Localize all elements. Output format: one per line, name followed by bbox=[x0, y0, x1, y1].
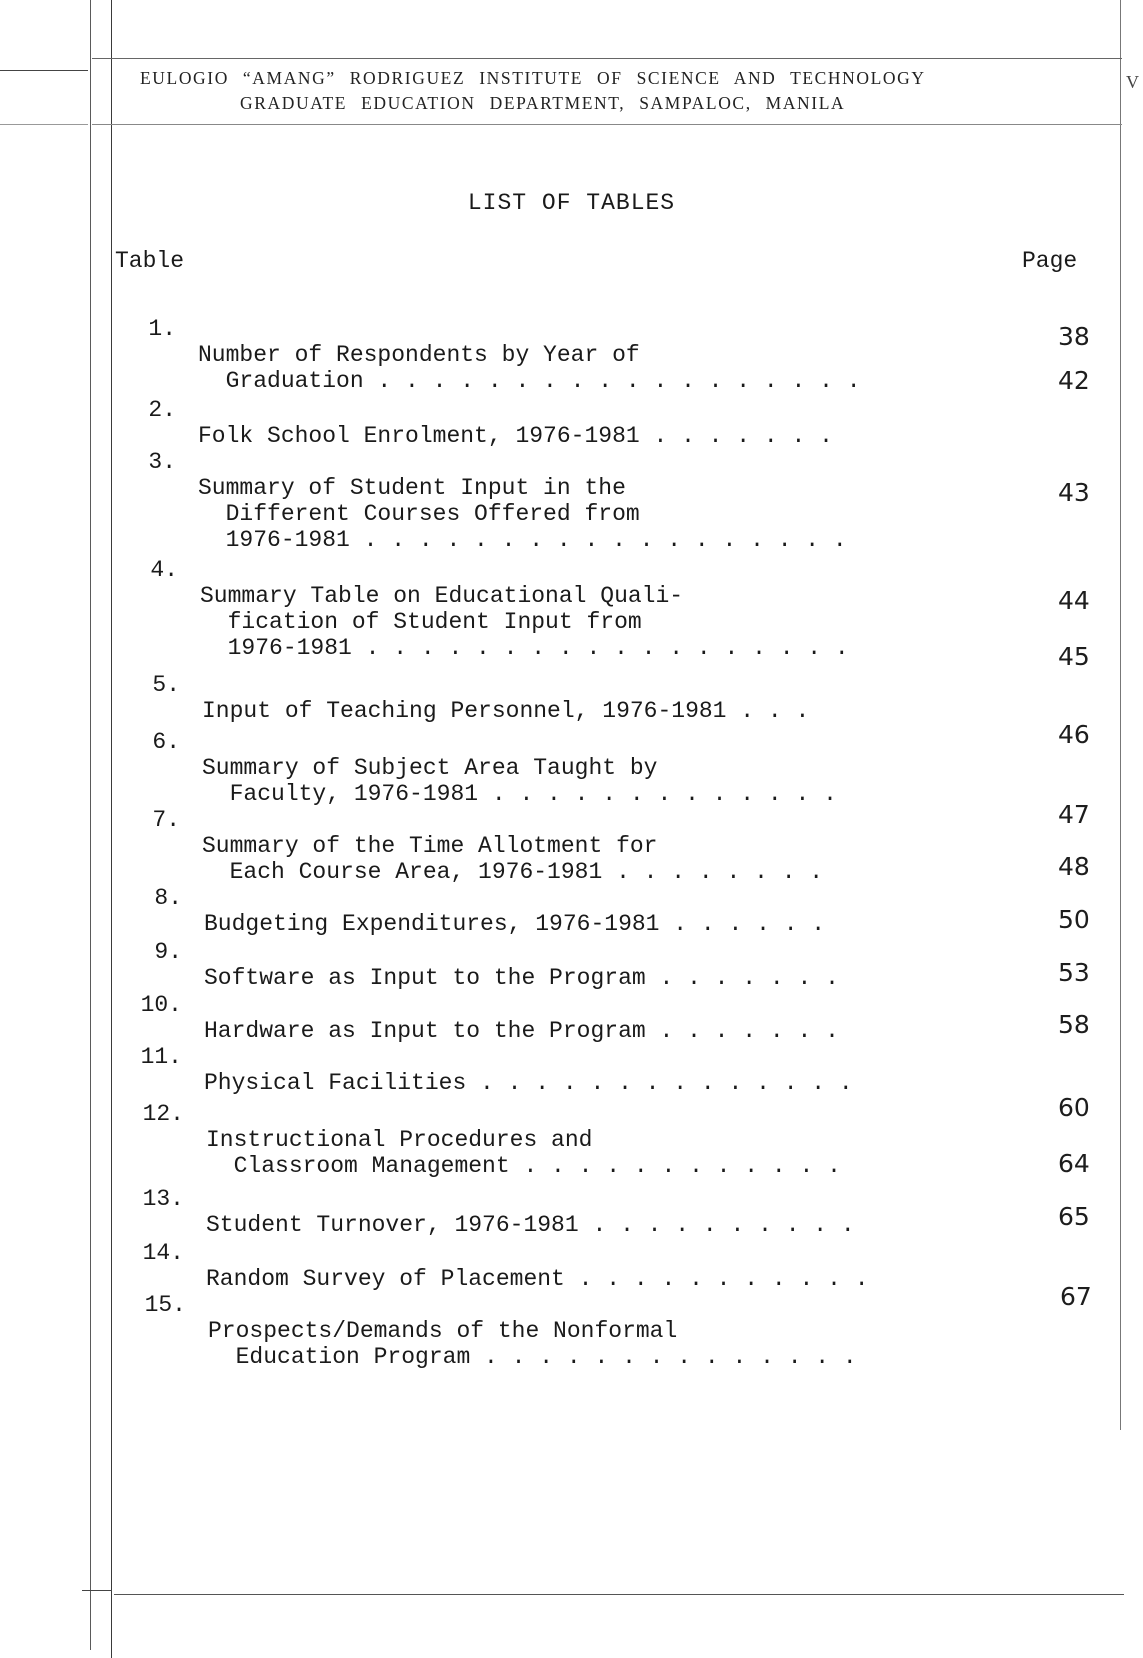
entry-page-number: 38 bbox=[1058, 322, 1090, 351]
entry-title: Folk School Enrolment, 1976-1981 . . . . . . . bbox=[198, 423, 833, 449]
header-rule bbox=[92, 124, 1122, 125]
entry-number: 8. bbox=[154, 885, 182, 911]
entry-title: Input of Teaching Personnel, 1976-1981 . . . bbox=[202, 698, 810, 724]
entry-title: Budgeting Expenditures, 1976-1981 . . . . . . bbox=[204, 911, 826, 937]
entry-number: 7. bbox=[152, 807, 180, 833]
entry-page-number: 50 bbox=[1058, 905, 1090, 934]
page-column-heading: Page bbox=[1022, 248, 1078, 274]
edge-mark: V bbox=[1126, 72, 1139, 92]
entry-title: Hardware as Input to the Program . . . . . . . bbox=[204, 1018, 839, 1044]
entry-page-number: 47 bbox=[1058, 800, 1090, 829]
entry-number: 2. bbox=[148, 397, 176, 423]
entry-page-number: 45 bbox=[1058, 642, 1090, 671]
header-line-1: EULOGIO “AMANG” RODRIGUEZ INSTITUTE OF SCIENCE AND TECHNOLOGY bbox=[140, 68, 926, 88]
footer-rule bbox=[82, 1590, 112, 1591]
entry-title: Random Survey of Placement . . . . . . . . . . . bbox=[206, 1266, 869, 1292]
entry-title: Software as Input to the Program . . . . . . . bbox=[204, 965, 839, 991]
entry-page-number: 64 bbox=[1058, 1149, 1090, 1178]
table-column-heading: Table bbox=[115, 248, 185, 274]
entry-number: 4. bbox=[150, 557, 178, 583]
entry-title: Summary Table on Educational Quali- fication of Student Input from 1976-1981 . . . . . . . . . . . . . . . . . . bbox=[200, 583, 849, 661]
entry-title: Instructional Procedures and Classroom Management . . . . . . . . . . . . bbox=[206, 1127, 841, 1179]
entry-number: 14. bbox=[142, 1240, 184, 1266]
entry-page-number: 43 bbox=[1058, 478, 1090, 507]
entry-page-number: 53 bbox=[1058, 958, 1090, 987]
header-rule bbox=[92, 58, 1122, 59]
header-line-2: GRADUATE EDUCATION DEPARTMENT, SAMPALOC, MANILA bbox=[240, 93, 846, 113]
entry-number: 6. bbox=[152, 729, 180, 755]
entry-number: 15. bbox=[144, 1292, 186, 1318]
entry-number: 9. bbox=[154, 939, 182, 965]
entry-number: 10. bbox=[140, 992, 182, 1018]
entry-page-number: 67 bbox=[1060, 1282, 1092, 1311]
entry-title: Summary of Subject Area Taught by Faculty, 1976-1981 . . . . . . . . . . . . . bbox=[202, 755, 837, 807]
toc-entry bbox=[132, 531, 849, 661]
entry-page-number: 58 bbox=[1058, 1010, 1090, 1039]
entry-title: Summary of Student Input in the Different Courses Offered from 1976-1981 . . . . . . . . . . . . . . . . . . bbox=[198, 475, 847, 553]
toc-entry bbox=[134, 781, 824, 885]
page-margin-line bbox=[111, 0, 112, 1658]
entry-title: Number of Respondents by Year of Graduation . . . . . . . . . . . . . . . . . . bbox=[198, 342, 861, 394]
entry-page-number: 60 bbox=[1058, 1093, 1090, 1122]
entry-number: 5. bbox=[152, 672, 180, 698]
footer-rule bbox=[114, 1594, 1124, 1595]
entry-page-number: 46 bbox=[1058, 720, 1090, 749]
page-title: LIST OF TABLES bbox=[467, 190, 676, 216]
entry-title: Summary of the Time Allotment for Each Course Area, 1976-1981 . . . . . . . . bbox=[202, 833, 824, 885]
institution-header bbox=[140, 66, 1070, 116]
entry-title: Prospects/Demands of the Nonformal Education Program . . . . . . . . . . . . . . bbox=[208, 1318, 857, 1370]
entry-page-number: 44 bbox=[1058, 586, 1090, 615]
scan-footer-smudge bbox=[0, 1645, 2, 1652]
entry-title: Student Turnover, 1976-1981 . . . . . . . . . . bbox=[206, 1212, 855, 1238]
toc-entry bbox=[130, 290, 861, 394]
entry-title: Physical Facilities . . . . . . . . . . . . . . bbox=[204, 1070, 853, 1096]
header-rule bbox=[0, 124, 88, 125]
header-rule bbox=[0, 70, 88, 71]
entry-number: 13. bbox=[142, 1186, 184, 1212]
entry-page-number: 48 bbox=[1058, 852, 1090, 881]
entry-number: 3. bbox=[148, 449, 176, 475]
entry-number: 1. bbox=[148, 316, 176, 342]
entry-number: 11. bbox=[140, 1044, 182, 1070]
entry-page-number: 42 bbox=[1058, 366, 1090, 395]
page-edge-line bbox=[90, 0, 91, 1650]
entry-page-number: 65 bbox=[1058, 1202, 1090, 1231]
entry-number: 12. bbox=[142, 1101, 184, 1127]
